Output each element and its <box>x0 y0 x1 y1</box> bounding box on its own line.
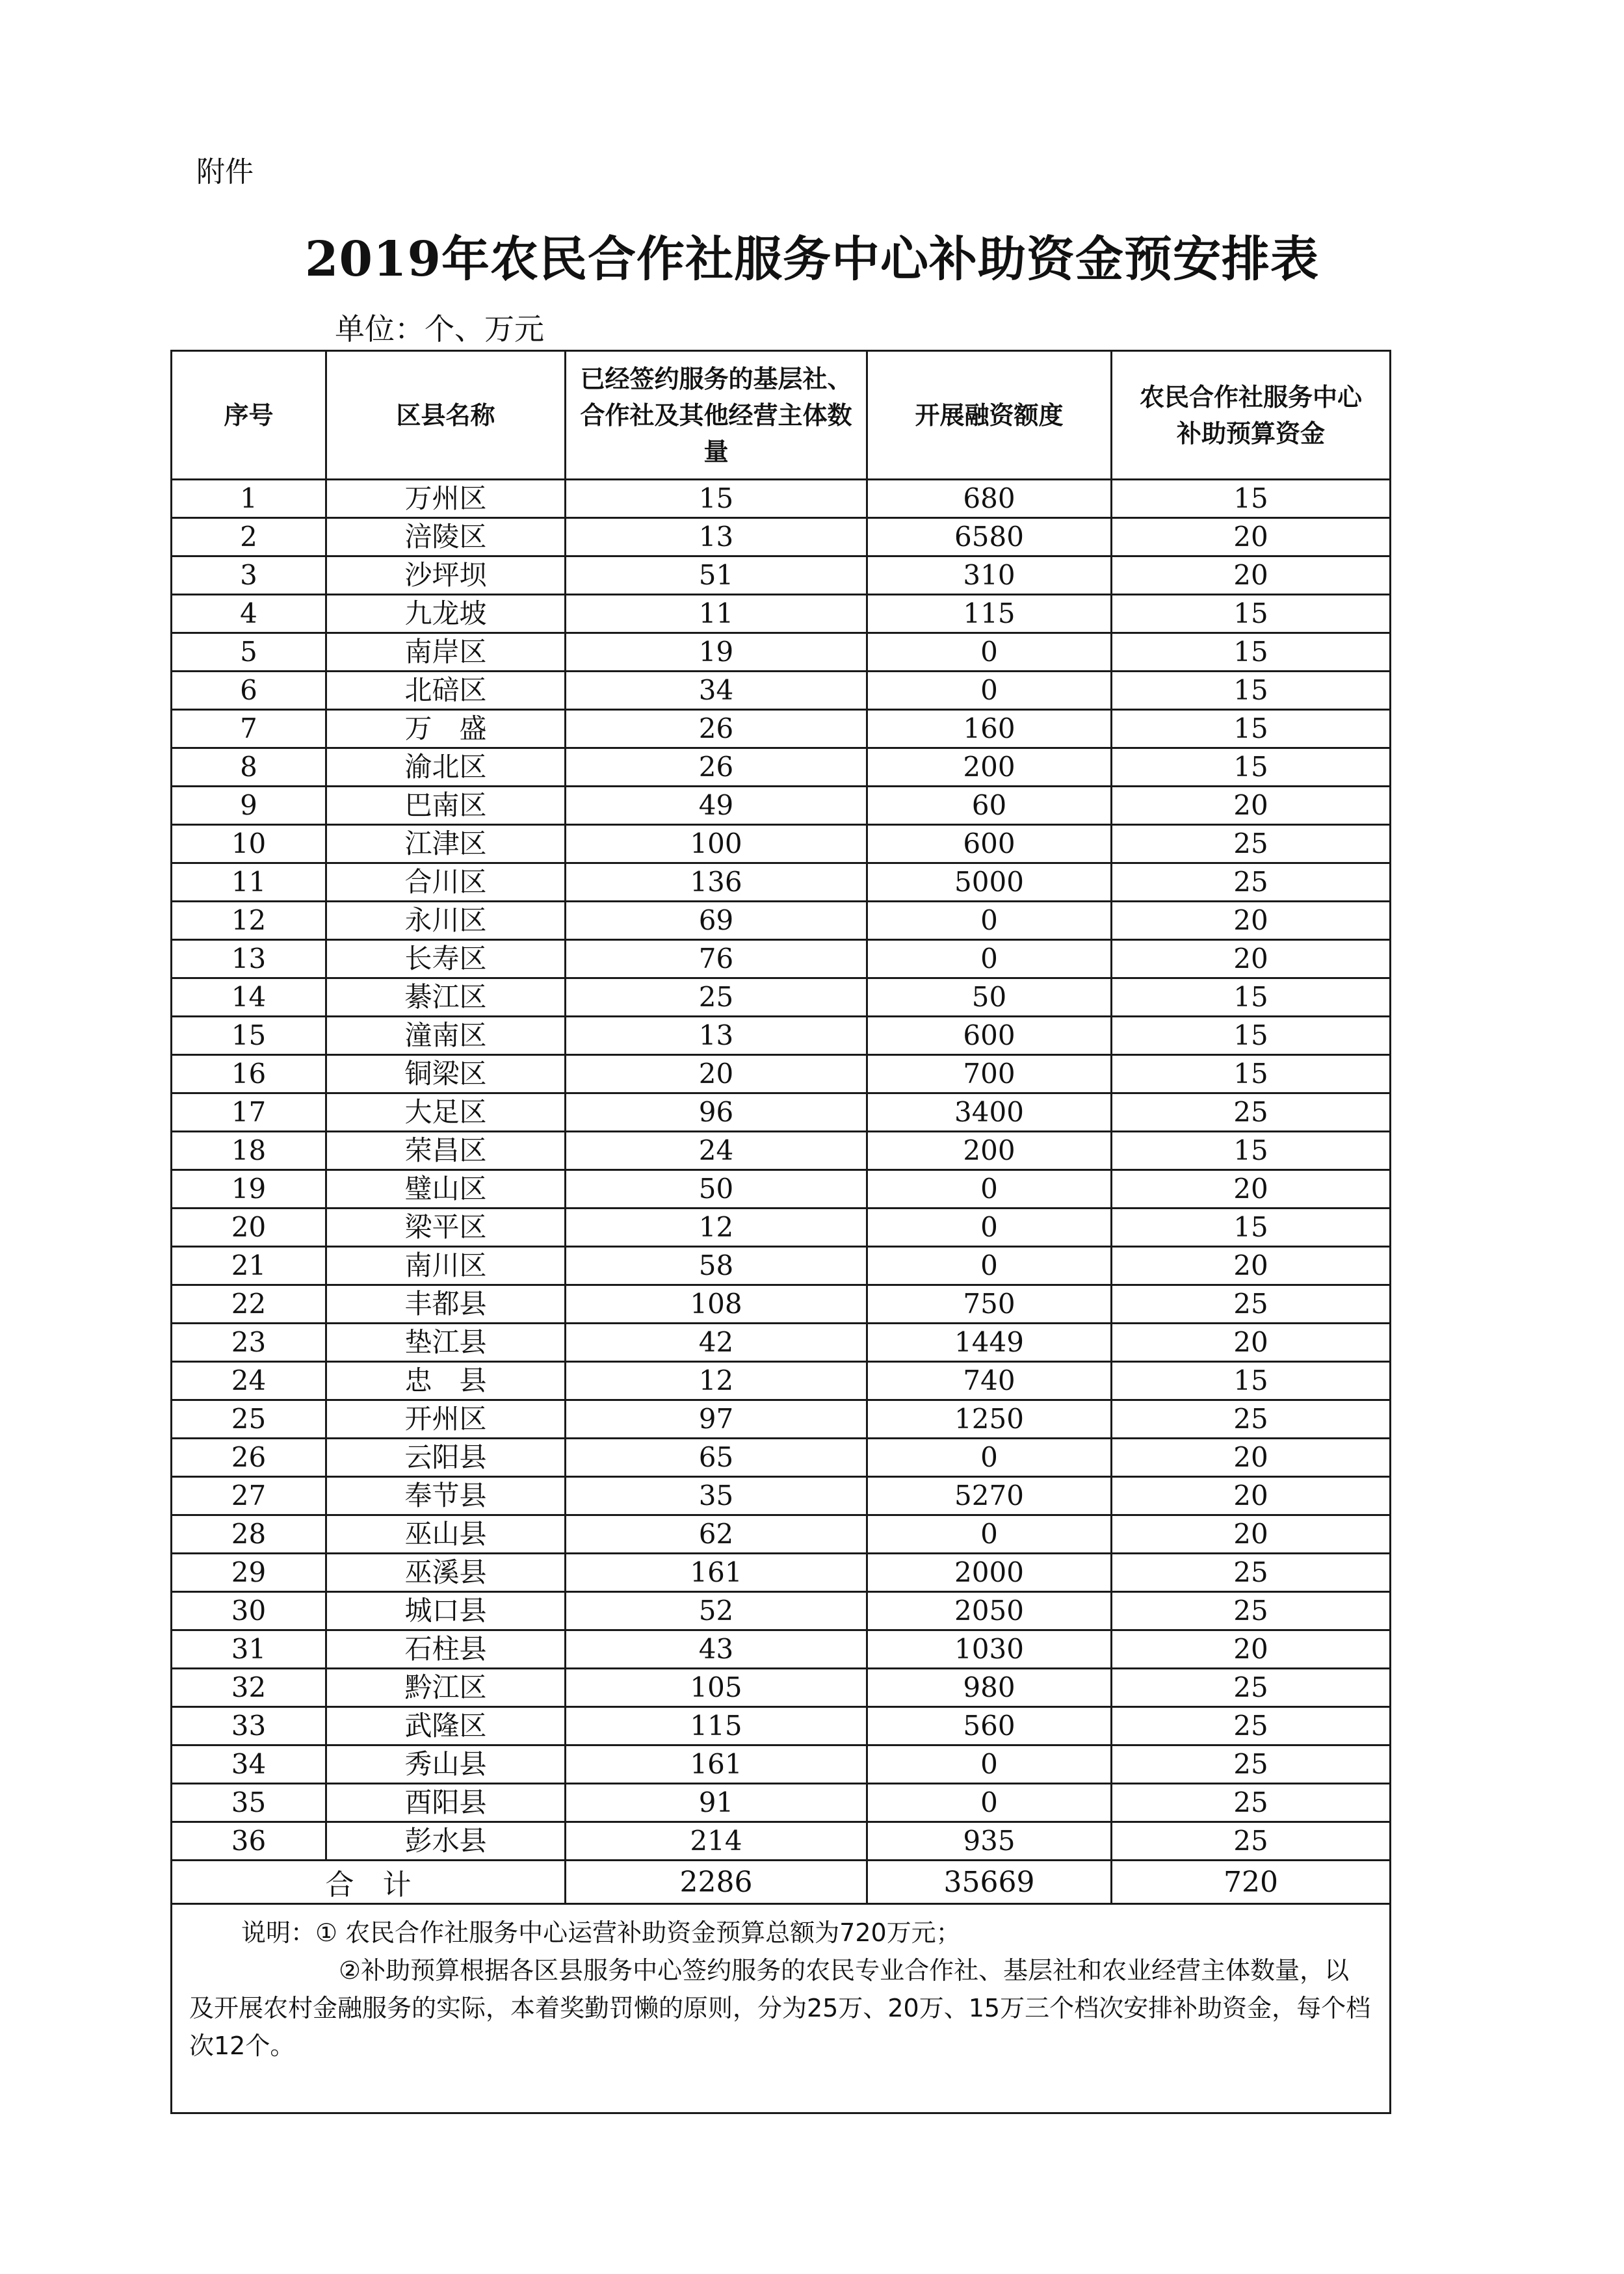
budget-cell: 25 <box>1112 1093 1391 1132</box>
note-line-2 <box>189 1952 1372 2065</box>
district-cell: 巴南区 <box>326 787 566 825</box>
district-cell: 涪陵区 <box>326 518 566 556</box>
budget-cell: 20 <box>1112 1477 1391 1515</box>
financing-cell: 600 <box>867 1017 1112 1055</box>
seq-cell: 26 <box>172 1439 326 1477</box>
table-row <box>172 1822 1391 1861</box>
header-district: 区县名称 <box>326 351 566 480</box>
financing-cell: 600 <box>867 825 1112 863</box>
budget-cell: 25 <box>1112 1400 1391 1439</box>
seq-cell: 30 <box>172 1592 326 1630</box>
count-cell: 161 <box>566 1745 867 1784</box>
count-cell: 69 <box>566 902 867 940</box>
budget-cell: 20 <box>1112 1439 1391 1477</box>
financing-cell: 0 <box>867 633 1112 672</box>
seq-cell: 19 <box>172 1170 326 1209</box>
table-row <box>172 1170 1391 1209</box>
district-cell: 奉节县 <box>326 1477 566 1515</box>
district-cell: 云阳县 <box>326 1439 566 1477</box>
table-row <box>172 1324 1391 1362</box>
attachment-label: 附件 <box>196 155 254 189</box>
district-cell: 江津区 <box>326 825 566 863</box>
financing-cell: 740 <box>867 1362 1112 1400</box>
table-row <box>172 1132 1391 1170</box>
financing-cell: 560 <box>867 1707 1112 1745</box>
seq-cell: 17 <box>172 1093 326 1132</box>
budget-cell: 25 <box>1112 1285 1391 1324</box>
note-line-2-text: ②补助预算根据各区县服务中心签约服务的农民专业合作社、基层社和农业经营主体数量，以及开展农村金融服务的实际，本着奖勤罚懒的原则，分为25万、20万、15万三个档次安排补助资金，每个档次12个。 <box>189 1956 1371 2060</box>
table-row <box>172 1400 1391 1439</box>
seq-cell: 29 <box>172 1554 326 1592</box>
seq-cell: 2 <box>172 518 326 556</box>
budget-cell: 15 <box>1112 633 1391 672</box>
count-cell: 91 <box>566 1784 867 1822</box>
budget-cell: 15 <box>1112 1362 1391 1400</box>
seq-cell: 10 <box>172 825 326 863</box>
count-cell: 49 <box>566 787 867 825</box>
district-cell: 酉阳县 <box>326 1784 566 1822</box>
financing-cell: 200 <box>867 1132 1112 1170</box>
budget-cell: 15 <box>1112 672 1391 710</box>
seq-cell: 36 <box>172 1822 326 1861</box>
table-row <box>172 825 1391 863</box>
seq-cell: 33 <box>172 1707 326 1745</box>
table-row <box>172 1745 1391 1784</box>
budget-cell: 25 <box>1112 1554 1391 1592</box>
table-row <box>172 1784 1391 1822</box>
count-cell: 25 <box>566 978 867 1017</box>
district-cell: 南岸区 <box>326 633 566 672</box>
financing-cell: 0 <box>867 1247 1112 1285</box>
financing-cell: 1449 <box>867 1324 1112 1362</box>
seq-cell: 35 <box>172 1784 326 1822</box>
count-cell: 136 <box>566 863 867 902</box>
budget-cell: 20 <box>1112 556 1391 595</box>
budget-cell: 15 <box>1112 480 1391 518</box>
budget-cell: 15 <box>1112 1132 1391 1170</box>
table-row <box>172 595 1391 633</box>
seq-cell: 6 <box>172 672 326 710</box>
district-cell: 秀山县 <box>326 1745 566 1784</box>
financing-cell: 700 <box>867 1055 1112 1093</box>
count-cell: 24 <box>566 1132 867 1170</box>
seq-cell: 20 <box>172 1209 326 1247</box>
seq-cell: 3 <box>172 556 326 595</box>
count-cell: 12 <box>566 1209 867 1247</box>
seq-cell: 12 <box>172 902 326 940</box>
budget-cell: 15 <box>1112 978 1391 1017</box>
count-cell: 58 <box>566 1247 867 1285</box>
district-cell: 沙坪坝 <box>326 556 566 595</box>
notes-cell <box>172 1904 1391 2113</box>
count-cell: 115 <box>566 1707 867 1745</box>
budget-cell: 20 <box>1112 787 1391 825</box>
financing-cell: 0 <box>867 1170 1112 1209</box>
table-row <box>172 672 1391 710</box>
district-cell: 渝北区 <box>326 748 566 787</box>
financing-cell: 750 <box>867 1285 1112 1324</box>
count-cell: 100 <box>566 825 867 863</box>
seq-cell: 14 <box>172 978 326 1017</box>
budget-cell: 20 <box>1112 940 1391 978</box>
budget-cell: 20 <box>1112 1247 1391 1285</box>
table-row <box>172 1630 1391 1669</box>
table-row <box>172 1093 1391 1132</box>
total-label: 合 计 <box>172 1861 566 1904</box>
seq-cell: 28 <box>172 1515 326 1554</box>
seq-cell: 1 <box>172 480 326 518</box>
seq-cell: 24 <box>172 1362 326 1400</box>
seq-cell: 32 <box>172 1669 326 1707</box>
district-cell: 南川区 <box>326 1247 566 1285</box>
district-cell: 大足区 <box>326 1093 566 1132</box>
seq-cell: 27 <box>172 1477 326 1515</box>
seq-cell: 15 <box>172 1017 326 1055</box>
seq-cell: 16 <box>172 1055 326 1093</box>
note-line-1: 说明：① 农民合作社服务中心运营补助资金预算总额为720万元； <box>241 1918 961 1947</box>
seq-cell: 4 <box>172 595 326 633</box>
count-cell: 13 <box>566 1017 867 1055</box>
district-cell: 九龙坡 <box>326 595 566 633</box>
header-financing: 开展融资额度 <box>867 351 1112 480</box>
budget-cell: 15 <box>1112 595 1391 633</box>
total-financing: 35669 <box>867 1861 1112 1904</box>
count-cell: 26 <box>566 748 867 787</box>
table-row <box>172 1362 1391 1400</box>
district-cell: 梁平区 <box>326 1209 566 1247</box>
count-cell: 62 <box>566 1515 867 1554</box>
table-header-row <box>172 351 1391 480</box>
district-cell: 潼南区 <box>326 1017 566 1055</box>
seq-cell: 7 <box>172 710 326 748</box>
district-cell: 开州区 <box>326 1400 566 1439</box>
district-cell: 铜梁区 <box>326 1055 566 1093</box>
budget-cell: 15 <box>1112 748 1391 787</box>
financing-cell: 200 <box>867 748 1112 787</box>
district-cell: 綦江区 <box>326 978 566 1017</box>
table-row <box>172 556 1391 595</box>
budget-cell: 25 <box>1112 1745 1391 1784</box>
financing-cell: 60 <box>867 787 1112 825</box>
count-cell: 13 <box>566 518 867 556</box>
count-cell: 20 <box>566 1055 867 1093</box>
district-cell: 彭水县 <box>326 1822 566 1861</box>
budget-cell: 25 <box>1112 1669 1391 1707</box>
district-cell: 长寿区 <box>326 940 566 978</box>
table-row <box>172 940 1391 978</box>
table-row <box>172 1285 1391 1324</box>
count-cell: 52 <box>566 1592 867 1630</box>
page-title: 2019年农民合作社服务中心补助资金预安排表 <box>305 231 1319 287</box>
financing-cell: 0 <box>867 1439 1112 1477</box>
count-cell: 96 <box>566 1093 867 1132</box>
table-row <box>172 1439 1391 1477</box>
district-cell: 忠 县 <box>326 1362 566 1400</box>
count-cell: 51 <box>566 556 867 595</box>
table-row <box>172 863 1391 902</box>
table-row <box>172 1707 1391 1745</box>
table-row <box>172 787 1391 825</box>
financing-cell: 5270 <box>867 1477 1112 1515</box>
district-cell: 万 盛 <box>326 710 566 748</box>
budget-cell: 25 <box>1112 1707 1391 1745</box>
budget-cell: 20 <box>1112 1170 1391 1209</box>
district-cell: 垫江县 <box>326 1324 566 1362</box>
table-row <box>172 1554 1391 1592</box>
financing-cell: 980 <box>867 1669 1112 1707</box>
count-cell: 161 <box>566 1554 867 1592</box>
table-row <box>172 1669 1391 1707</box>
table-row <box>172 1515 1391 1554</box>
count-cell: 76 <box>566 940 867 978</box>
district-cell: 璧山区 <box>326 1170 566 1209</box>
seq-cell: 31 <box>172 1630 326 1669</box>
financing-cell: 0 <box>867 1515 1112 1554</box>
seq-cell: 25 <box>172 1400 326 1439</box>
header-budget: 农民合作社服务中心补助预算资金 <box>1112 351 1391 480</box>
count-cell: 42 <box>566 1324 867 1362</box>
seq-cell: 21 <box>172 1247 326 1285</box>
total-row <box>172 1861 1391 1904</box>
budget-cell: 15 <box>1112 1055 1391 1093</box>
financing-cell: 0 <box>867 940 1112 978</box>
count-cell: 12 <box>566 1362 867 1400</box>
financing-cell: 0 <box>867 672 1112 710</box>
table-row <box>172 1209 1391 1247</box>
financing-cell: 1250 <box>867 1400 1112 1439</box>
district-cell: 永川区 <box>326 902 566 940</box>
count-cell: 35 <box>566 1477 867 1515</box>
district-cell: 北碚区 <box>326 672 566 710</box>
count-cell: 105 <box>566 1669 867 1707</box>
district-cell: 荣昌区 <box>326 1132 566 1170</box>
financing-cell: 0 <box>867 1209 1112 1247</box>
financing-cell: 2050 <box>867 1592 1112 1630</box>
district-cell: 合川区 <box>326 863 566 902</box>
budget-cell: 25 <box>1112 825 1391 863</box>
financing-cell: 1030 <box>867 1630 1112 1669</box>
table-row <box>172 902 1391 940</box>
header-seq: 序号 <box>172 351 326 480</box>
total-budget: 720 <box>1112 1861 1391 1904</box>
budget-cell: 25 <box>1112 1784 1391 1822</box>
district-cell: 万州区 <box>326 480 566 518</box>
budget-cell: 20 <box>1112 1515 1391 1554</box>
financing-cell: 310 <box>867 556 1112 595</box>
financing-cell: 3400 <box>867 1093 1112 1132</box>
seq-cell: 18 <box>172 1132 326 1170</box>
financing-cell: 115 <box>867 595 1112 633</box>
financing-cell: 0 <box>867 1784 1112 1822</box>
count-cell: 214 <box>566 1822 867 1861</box>
budget-cell: 25 <box>1112 1592 1391 1630</box>
count-cell: 50 <box>566 1170 867 1209</box>
table-row <box>172 518 1391 556</box>
district-cell: 黔江区 <box>326 1669 566 1707</box>
budget-cell: 15 <box>1112 1017 1391 1055</box>
budget-cell: 20 <box>1112 1630 1391 1669</box>
count-cell: 108 <box>566 1285 867 1324</box>
budget-cell: 20 <box>1112 518 1391 556</box>
financing-cell: 680 <box>867 480 1112 518</box>
district-cell: 城口县 <box>326 1592 566 1630</box>
budget-cell: 25 <box>1112 863 1391 902</box>
count-cell: 43 <box>566 1630 867 1669</box>
financing-cell: 5000 <box>867 863 1112 902</box>
table-row <box>172 710 1391 748</box>
table-row <box>172 1592 1391 1630</box>
financing-cell: 50 <box>867 978 1112 1017</box>
count-cell: 11 <box>566 595 867 633</box>
seq-cell: 11 <box>172 863 326 902</box>
table-row <box>172 1247 1391 1285</box>
financing-cell: 0 <box>867 902 1112 940</box>
financing-cell: 6580 <box>867 518 1112 556</box>
notes-row <box>172 1904 1391 2113</box>
seq-cell: 9 <box>172 787 326 825</box>
seq-cell: 22 <box>172 1285 326 1324</box>
budget-cell: 25 <box>1112 1822 1391 1861</box>
budget-cell: 20 <box>1112 902 1391 940</box>
seq-cell: 8 <box>172 748 326 787</box>
count-cell: 19 <box>566 633 867 672</box>
financing-cell: 935 <box>867 1822 1112 1861</box>
budget-cell: 15 <box>1112 1209 1391 1247</box>
table-row <box>172 480 1391 518</box>
table-row <box>172 978 1391 1017</box>
budget-cell: 20 <box>1112 1324 1391 1362</box>
table-row <box>172 748 1391 787</box>
seq-cell: 23 <box>172 1324 326 1362</box>
district-cell: 丰都县 <box>326 1285 566 1324</box>
total-count: 2286 <box>566 1861 867 1904</box>
budget-cell: 15 <box>1112 710 1391 748</box>
table-row <box>172 1017 1391 1055</box>
financing-cell: 2000 <box>867 1554 1112 1592</box>
count-cell: 97 <box>566 1400 867 1439</box>
district-cell: 巫溪县 <box>326 1554 566 1592</box>
table-row <box>172 633 1391 672</box>
district-cell: 石柱县 <box>326 1630 566 1669</box>
count-cell: 26 <box>566 710 867 748</box>
seq-cell: 13 <box>172 940 326 978</box>
financing-cell: 0 <box>867 1745 1112 1784</box>
seq-cell: 34 <box>172 1745 326 1784</box>
financing-cell: 160 <box>867 710 1112 748</box>
count-cell: 15 <box>566 480 867 518</box>
table-row <box>172 1477 1391 1515</box>
budget-table <box>170 350 1391 2114</box>
district-cell: 巫山县 <box>326 1515 566 1554</box>
unit-label: 单位：个、万元 <box>335 311 544 346</box>
count-cell: 65 <box>566 1439 867 1477</box>
table-body <box>172 480 1391 2113</box>
seq-cell: 5 <box>172 633 326 672</box>
table-row <box>172 1055 1391 1093</box>
district-cell: 武隆区 <box>326 1707 566 1745</box>
count-cell: 34 <box>566 672 867 710</box>
header-count: 已经签约服务的基层社、合作社及其他经营主体数量 <box>566 351 867 480</box>
